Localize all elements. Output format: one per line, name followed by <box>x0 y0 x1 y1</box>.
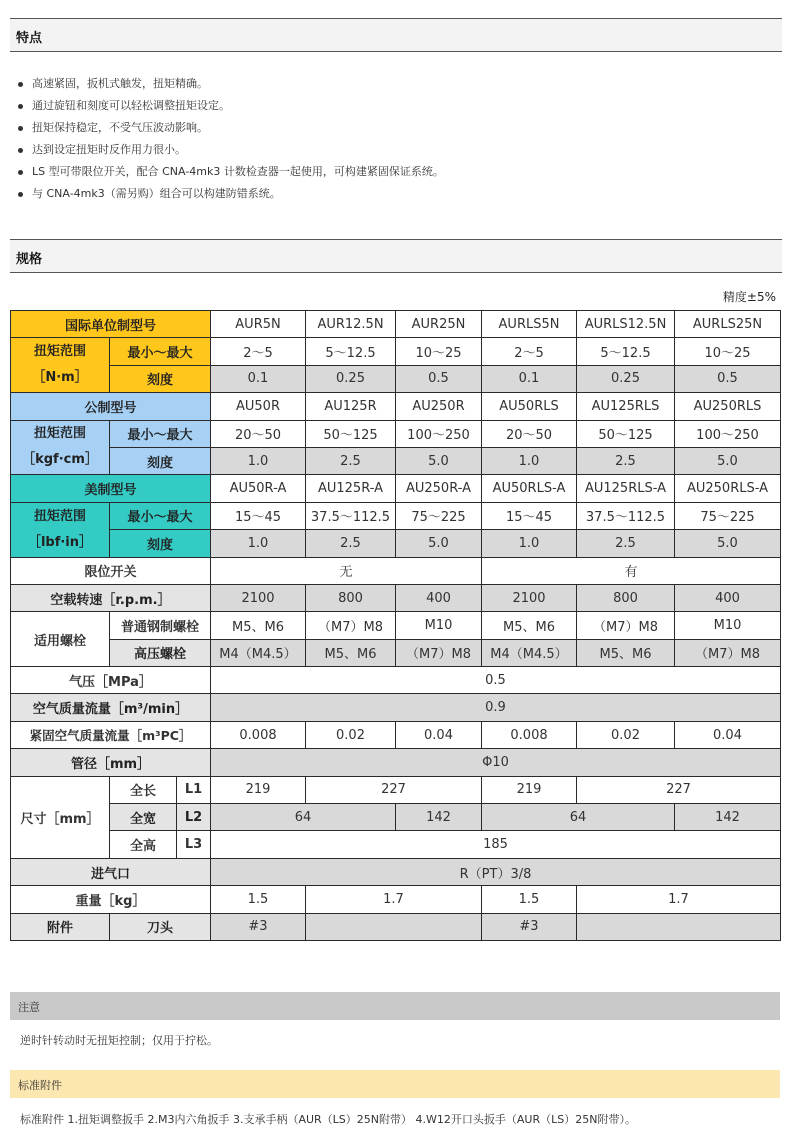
table-row <box>11 420 781 447</box>
weight-cell: 1.7 <box>577 886 781 913</box>
si-torque-label <box>11 338 110 393</box>
width-cell: 142 <box>396 804 482 831</box>
tighten-air-cell: 0.02 <box>577 721 675 748</box>
scale-cell: 1.0 <box>211 530 306 557</box>
inlet-label: 进气口 <box>11 858 211 885</box>
torque-unit: ［lbf·in］ <box>27 534 93 550</box>
model-cell: AU250R-A <box>396 475 482 502</box>
features-title: 特点 <box>16 31 43 46</box>
air-pressure-value: 0.5 <box>211 667 781 694</box>
scale-cell: 0.25 <box>306 365 396 392</box>
scale-cell: 1.0 <box>482 530 577 557</box>
air-flow-value: 0.9 <box>211 694 781 721</box>
standard-header <box>10 1070 780 1098</box>
scale-cell: 1.0 <box>482 447 577 474</box>
notice-header <box>10 992 780 1020</box>
scale-cell: 2.5 <box>306 447 396 474</box>
scale-cell: 2.5 <box>577 447 675 474</box>
range-cell: 15～45 <box>211 502 306 529</box>
accessory-sub-label: 刀头 <box>110 913 211 940</box>
model-cell: AU125RLS-A <box>577 475 675 502</box>
range-cell: 100～250 <box>675 420 781 447</box>
speed-cell: 800 <box>306 584 396 611</box>
model-cell: AUR5N <box>211 311 306 338</box>
length-cell: 227 <box>306 776 482 803</box>
speed-cell: 2100 <box>482 584 577 611</box>
table-row <box>11 749 781 776</box>
notice-title: 注意 <box>18 1001 40 1014</box>
feature-item: 高速紧固，扳机式触发，扭矩精确。 <box>12 76 444 98</box>
table-row <box>11 694 781 721</box>
feature-item: 通过旋钮和刻度可以轻松调整扭矩设定。 <box>12 98 444 120</box>
table-row <box>11 913 781 940</box>
table-row <box>11 311 781 338</box>
model-cell: AU50RLS <box>482 393 577 420</box>
standard-text: 标准附件 1.扭矩调整扳手 2.M3内六角扳手 3.支承手柄（AUR（LS）25N附带） 4.W12开口头扳手（AUR（LS）25N附带）。 <box>20 1113 636 1126</box>
accuracy-note: 精度±5% <box>722 290 776 304</box>
tighten-air-label: 紧固空气质量流量［m³PC］ <box>11 721 211 748</box>
spec-title: 规格 <box>16 252 43 267</box>
model-cell: AU125RLS <box>577 393 675 420</box>
bolt-cell: （M7）M8 <box>306 612 396 639</box>
model-cell: AUR25N <box>396 311 482 338</box>
tighten-air-cell: 0.02 <box>306 721 396 748</box>
hose-value: Φ10 <box>211 749 781 776</box>
table-row <box>11 475 781 502</box>
range-cell: 15～45 <box>482 502 577 529</box>
table-row <box>11 667 781 694</box>
range-cell: 2～5 <box>482 338 577 365</box>
feature-item: 扭矩保持稳定，不受气压波动影响。 <box>12 120 444 142</box>
table-row <box>11 393 781 420</box>
bolt-cell: M5、M6 <box>211 612 306 639</box>
table-row <box>11 557 781 584</box>
tighten-air-cell: 0.008 <box>482 721 577 748</box>
model-cell: AURLS5N <box>482 311 577 338</box>
table-row <box>11 502 781 529</box>
speed-cell: 2100 <box>211 584 306 611</box>
metric-model-header: 公制型号 <box>11 393 211 420</box>
torque-label: 扭矩范围 <box>33 426 86 442</box>
tighten-air-cell: 0.04 <box>396 721 482 748</box>
notice-text: 逆时针转动时无扭矩控制；仅用于拧松。 <box>20 1034 218 1047</box>
weight-cell: 1.5 <box>211 886 306 913</box>
range-cell: 20～50 <box>211 420 306 447</box>
spec-header <box>10 239 782 273</box>
range-label: 最小～最大 <box>110 502 211 529</box>
si-model-header: 国际单位制型号 <box>11 311 211 338</box>
scale-cell: 0.5 <box>396 365 482 392</box>
scale-cell: 0.1 <box>482 365 577 392</box>
scale-label: 刻度 <box>110 447 211 474</box>
length-cell: 227 <box>577 776 781 803</box>
table-row <box>11 338 781 365</box>
height-cell: 185 <box>211 831 781 858</box>
weight-label: 重量［kg］ <box>11 886 211 913</box>
scale-cell: 2.5 <box>577 530 675 557</box>
scale-cell: 1.0 <box>211 447 306 474</box>
air-flow-label: 空气质量流量［m³/min］ <box>11 694 211 721</box>
features-list <box>12 76 444 208</box>
range-label: 最小～最大 <box>110 420 211 447</box>
bolt-cell: M10 <box>396 612 482 639</box>
height-code: L3 <box>177 831 211 858</box>
speed-cell: 800 <box>577 584 675 611</box>
accessory-label: 附件 <box>11 913 110 940</box>
feature-item: 达到设定扭矩时反作用力很小。 <box>12 142 444 164</box>
us-model-header: 美制型号 <box>11 475 211 502</box>
table-row <box>11 858 781 885</box>
scale-label: 刻度 <box>110 365 211 392</box>
inlet-value: R（PT）3/8 <box>211 858 781 885</box>
scale-cell: 0.25 <box>577 365 675 392</box>
bolt-cell: M5、M6 <box>482 612 577 639</box>
scale-cell: 0.1 <box>211 365 306 392</box>
model-cell: AU50R <box>211 393 306 420</box>
free-speed-label: 空载转速［r.p.m.］ <box>11 584 211 611</box>
bolt-cell: M5、M6 <box>577 639 675 666</box>
width-code: L2 <box>177 804 211 831</box>
weight-cell: 1.7 <box>306 886 482 913</box>
bolt-cell: （M7）M8 <box>396 639 482 666</box>
dimensions-label: 尺寸［mm］ <box>11 776 110 858</box>
model-cell: AU250R <box>396 393 482 420</box>
bolt-cell: M5、M6 <box>306 639 396 666</box>
table-row <box>11 721 781 748</box>
range-cell: 2～5 <box>211 338 306 365</box>
range-cell: 10～25 <box>396 338 482 365</box>
tighten-air-cell: 0.04 <box>675 721 781 748</box>
bolt-high-label: 高压螺栓 <box>110 639 211 666</box>
table-row <box>11 776 781 803</box>
model-cell: AUR12.5N <box>306 311 396 338</box>
model-cell: AU250RLS-A <box>675 475 781 502</box>
range-cell: 5～12.5 <box>577 338 675 365</box>
limit-switch-no: 无 <box>211 557 482 584</box>
model-cell: AURLS25N <box>675 311 781 338</box>
features-header <box>10 18 782 52</box>
range-cell: 75～225 <box>396 502 482 529</box>
torque-unit: ［N·m］ <box>32 370 88 386</box>
limit-switch-yes: 有 <box>482 557 781 584</box>
range-cell: 100～250 <box>396 420 482 447</box>
feature-item: LS 型可带限位开关，配合 CNA-4mk3 计数检查器一起使用，可构建紧固保证系统。 <box>12 164 444 186</box>
width-cell: 64 <box>482 804 675 831</box>
bolt-normal-label: 普通钢制螺栓 <box>110 612 211 639</box>
speed-cell: 400 <box>396 584 482 611</box>
bolt-label: 适用螺栓 <box>11 612 110 667</box>
length-cell: 219 <box>211 776 306 803</box>
table-row <box>11 639 781 666</box>
range-cell: 10～25 <box>675 338 781 365</box>
standard-title: 标准附件 <box>18 1079 62 1092</box>
table-row <box>11 584 781 611</box>
model-cell: AU125R-A <box>306 475 396 502</box>
scale-cell: 2.5 <box>306 530 396 557</box>
accessory-empty <box>577 913 781 940</box>
range-cell: 37.5～112.5 <box>577 502 675 529</box>
width-label: 全宽 <box>110 804 177 831</box>
scale-cell: 5.0 <box>396 530 482 557</box>
hose-label: 管径［mm］ <box>11 749 211 776</box>
feature-item: 与 CNA-4mk3（需另购）组合可以构建防错系统。 <box>12 186 444 208</box>
range-cell: 20～50 <box>482 420 577 447</box>
model-cell: AU250RLS <box>675 393 781 420</box>
torque-label: 扭矩范围 <box>33 508 86 524</box>
table-row <box>11 530 781 557</box>
range-label: 最小～最大 <box>110 338 211 365</box>
range-cell: 75～225 <box>675 502 781 529</box>
bolt-cell: M4（M4.5） <box>482 639 577 666</box>
length-label: 全长 <box>110 776 177 803</box>
metric-torque-label <box>11 420 110 475</box>
weight-cell: 1.5 <box>482 886 577 913</box>
range-cell: 37.5～112.5 <box>306 502 396 529</box>
table-row <box>11 831 781 858</box>
torque-label: 扭矩范围 <box>33 344 86 360</box>
scale-label: 刻度 <box>110 530 211 557</box>
spec-table <box>10 310 781 941</box>
range-cell: 50～125 <box>577 420 675 447</box>
table-row <box>11 447 781 474</box>
limit-switch-label: 限位开关 <box>11 557 211 584</box>
accessory-empty <box>306 913 482 940</box>
table-row <box>11 365 781 392</box>
accessory-cell: #3 <box>211 913 306 940</box>
model-cell: AURLS12.5N <box>577 311 675 338</box>
width-cell: 142 <box>675 804 781 831</box>
height-label: 全高 <box>110 831 177 858</box>
length-code: L1 <box>177 776 211 803</box>
torque-unit: ［kgf·cm］ <box>22 452 98 468</box>
scale-cell: 0.5 <box>675 365 781 392</box>
width-cell: 64 <box>211 804 396 831</box>
model-cell: AU50RLS-A <box>482 475 577 502</box>
scale-cell: 5.0 <box>396 447 482 474</box>
scale-cell: 5.0 <box>675 530 781 557</box>
range-cell: 5～12.5 <box>306 338 396 365</box>
model-cell: AU125R <box>306 393 396 420</box>
bolt-cell: M10 <box>675 612 781 639</box>
table-row <box>11 612 781 639</box>
model-cell: AU50R-A <box>211 475 306 502</box>
us-torque-label <box>11 502 110 557</box>
scale-cell: 5.0 <box>675 447 781 474</box>
length-cell: 219 <box>482 776 577 803</box>
accessory-cell: #3 <box>482 913 577 940</box>
bolt-cell: M4（M4.5） <box>211 639 306 666</box>
bolt-cell: （M7）M8 <box>675 639 781 666</box>
speed-cell: 400 <box>675 584 781 611</box>
air-pressure-label: 气压［MPa］ <box>11 667 211 694</box>
tighten-air-cell: 0.008 <box>211 721 306 748</box>
table-row <box>11 886 781 913</box>
table-row <box>11 804 781 831</box>
range-cell: 50～125 <box>306 420 396 447</box>
bolt-cell: （M7）M8 <box>577 612 675 639</box>
